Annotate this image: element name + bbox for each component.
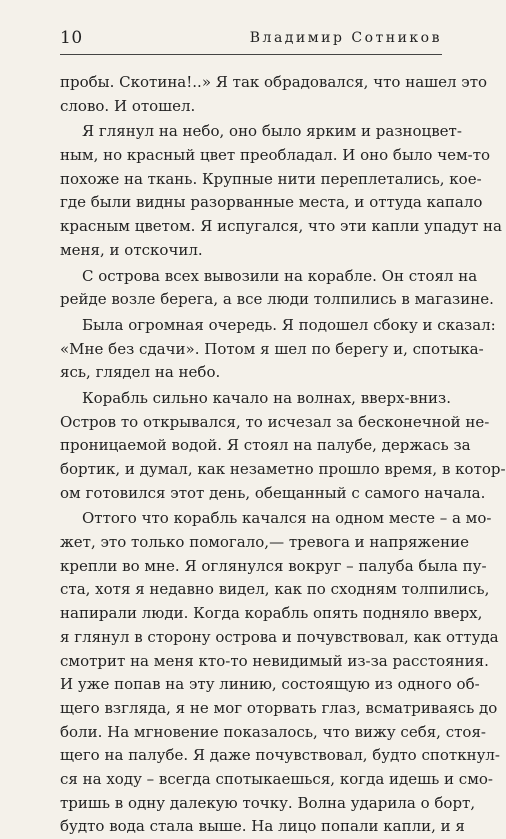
text-line: ом готовился этот день, обещанный с самого начала.	[60, 483, 486, 502]
text-line: где были видны разорванные места, и оттуда капало	[60, 193, 483, 212]
text-line: рейде возле берега, а все люди толпились в магазине.	[60, 290, 494, 309]
text-line: И уже попав на эту линию, состоящую из одного об-	[60, 675, 480, 694]
text-line: ясь, глядел на небо.	[60, 363, 221, 382]
text-line: С острова всех вывозили на корабле. Он стоял на	[82, 266, 478, 285]
text-line: красным цветом. Я испугался, что эти капли упадут на	[60, 217, 502, 236]
text-line: Я глянул на небо, оно было ярким и разноцвет-	[82, 122, 462, 141]
text-line: Была огромная очередь. Я подошел сбоку и сказал:	[82, 315, 496, 334]
text-line: похоже на ткань. Крупные нити переплетались, кое-	[60, 169, 482, 188]
text-line: Корабль сильно качало на волнах, вверх-вниз.	[82, 388, 452, 407]
text-line: слово. И отошел.	[60, 96, 196, 115]
text-line: напирали люди. Когда корабль опять подняло вверх,	[60, 604, 483, 623]
text-line: щего взгляда, я не мог оторвать глаз, всматриваясь до	[60, 698, 498, 717]
page-body	[60, 71, 506, 839]
text-line: крепли во мне. Я оглянулся вокруг – палуба была пу-	[60, 556, 487, 575]
text-line: ста, хотя я недавно видел, как по сходням толпились,	[60, 580, 490, 599]
page-number: 10	[60, 28, 83, 48]
text-line: проницаемой водой. Я стоял на палубе, держась за	[60, 436, 471, 455]
text-line: меня, и отскочил.	[60, 240, 203, 259]
text-line: смотрит на меня кто-то невидимый из-за расстояния.	[60, 651, 489, 670]
text-line: будто вода стала выше. На лицо попали капли, и я	[60, 817, 465, 836]
text-line: жет, это только помогало,— тревога и напряжение	[60, 533, 469, 552]
text-line: я глянул в сторону острова и почувствовал, как оттуда	[60, 627, 499, 646]
text-line: пробы. Скотина!..» Я так обрадовался, что нашел это	[60, 73, 488, 91]
running-head-author: Владимир Сотников	[249, 30, 442, 46]
text-line: ным, но красный цвет преобладал. И оно было чем-то	[60, 146, 491, 165]
page-header	[60, 28, 442, 55]
text-line: Оттого что корабль качался на одном месте – а мо-	[82, 509, 492, 528]
text-line: щего на палубе. Я даже почувствовал, будто споткнул-	[60, 746, 500, 765]
text-line: боли. На мгновение показалось, что вижу себя, стоя-	[60, 722, 486, 741]
text-line: тришь в одну далекую точку. Волна ударила о борт,	[60, 793, 476, 812]
text-line: бортик, и думал, как незаметно прошло время, в котор-	[60, 460, 506, 478]
text-line: «Мне без сдачи». Потом я шел по берегу и, спотыка-	[60, 339, 484, 358]
text-line: ся на ходу – всегда спотыкаешься, когда идешь и смо-	[60, 769, 493, 788]
text-line: Остров то открывался, то исчезал за бесконечной не-	[60, 412, 490, 431]
